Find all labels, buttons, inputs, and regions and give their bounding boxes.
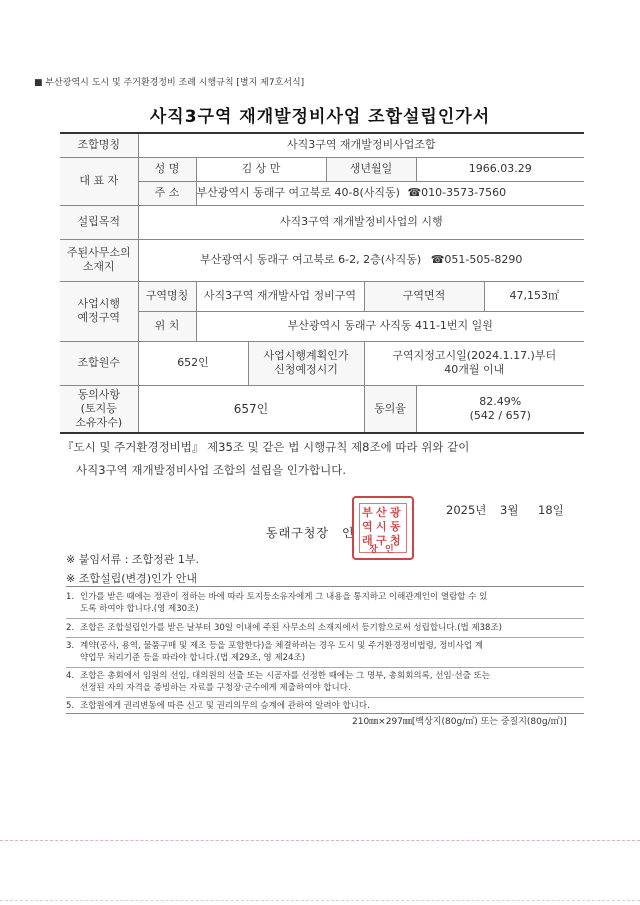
row-members xyxy=(60,341,584,385)
guide-item-number: 1. xyxy=(66,592,75,602)
seal-char: 동 xyxy=(390,520,401,533)
seal-char: 역 xyxy=(362,520,373,533)
guide-divider xyxy=(66,667,584,668)
guide-item-number: 5. xyxy=(66,701,75,711)
plan-value xyxy=(364,341,584,385)
seal-char: 장 xyxy=(369,545,378,555)
address-cell xyxy=(196,181,584,205)
seal-char: 구 xyxy=(376,534,387,547)
consent-rate-value: 82.49% xyxy=(479,394,522,408)
row-representative-name xyxy=(60,157,584,181)
approval-form-table xyxy=(60,132,584,434)
name-label: 성 명 xyxy=(138,157,196,181)
row-representative-address xyxy=(60,181,584,205)
page-edge-line xyxy=(0,900,640,901)
seal-mark-text: 인 xyxy=(342,526,354,540)
office-cell xyxy=(138,239,584,281)
guide-item-3 xyxy=(66,640,483,664)
seal-char: 산 xyxy=(376,506,387,519)
plan-label-line2: 신청예정시기 xyxy=(274,363,338,376)
address-value: 부산광역시 동래구 여고북로 40-8(사직동) xyxy=(196,186,400,199)
address-label: 주 소 xyxy=(138,181,196,205)
guide-item-2 xyxy=(66,622,502,634)
members-value: 652인 xyxy=(138,341,248,385)
zone-area-label: 구역면적 xyxy=(364,281,484,311)
consent-label xyxy=(60,385,138,433)
zone-area-value: 47,153㎡ xyxy=(484,281,584,311)
attachments-note: ※ 붙임서류 : 조합정관 1부. xyxy=(66,553,200,566)
row-purpose xyxy=(60,205,584,239)
guide-divider xyxy=(66,637,584,638)
guide-item-text: 선정된 자의 자격을 증빙하는 자료를 구청장·군수에게 제출하여야 합니다. xyxy=(80,683,351,693)
guide-item-text: 도록 하여야 합니다.(영 제30조) xyxy=(80,604,199,614)
guide-item-text: 인가를 받은 때에는 정관이 정하는 바에 따라 토지등소유자에게 그 내용을 통지하고 이해관계인이 열람할 수 있 xyxy=(80,592,488,602)
consent-label-line2: (토지등 xyxy=(80,401,117,415)
paper-spec: 210㎜×297㎜[백상지(80g/㎡) 또는 중질지(80g/㎡)] xyxy=(352,717,567,727)
document-title: 사직3구역 재개발정비사업 조합설립인가서 xyxy=(149,107,491,127)
guide-item-text: 조합원에게 권리변동에 따른 신고 및 권리의무의 승계에 관하여 알려야 합니다. xyxy=(80,701,370,711)
office-label-line2: 소재지 xyxy=(82,260,115,273)
guide-box xyxy=(66,586,584,714)
body-line-2: 사직3구역 재개발정비사업 조합의 설립을 인가합니다. xyxy=(76,463,346,477)
plan-label xyxy=(248,341,364,385)
plan-value-line2: 40개월 이내 xyxy=(444,363,505,376)
location-label: 위 치 xyxy=(138,311,196,341)
guide-item-4 xyxy=(66,670,490,694)
area-label xyxy=(60,281,138,341)
office-value: 부산광역시 동래구 여고북로 6-2, 2층(사직동) xyxy=(200,253,422,266)
zone-name-value: 사직3구역 재개발사업 정비구역 xyxy=(196,281,364,311)
guide-item-number: 3. xyxy=(66,641,75,651)
body-line-1: 『도시 및 주거환경정비법』 제35조 및 같은 법 시행규칙 제8조에 따라 위와 같이 xyxy=(62,440,470,454)
birth-value: 1966.03.29 xyxy=(416,157,584,181)
guide-item-text: 계약(공사, 용역, 물품구매 및 제조 등을 포함한다)을 체결하려는 경우 도시 및 주거환경정비법령, 정비사업 계 xyxy=(80,641,483,651)
guide-item-number: 2. xyxy=(66,623,75,633)
row-office xyxy=(60,239,584,281)
members-label: 조합원수 xyxy=(60,341,138,385)
seal-char: 시 xyxy=(376,520,387,533)
guide-item-text: 조합은 총회에서 임원의 선임, 대의원의 선출 또는 시공자를 선정한 때에는 그 명부, 총회회의록, 선임·선출 또는 xyxy=(80,671,490,681)
guide-item-1 xyxy=(66,591,487,615)
purpose-value: 사직3구역 재개발정비사업의 시행 xyxy=(138,205,584,239)
seal-char: 래 xyxy=(362,534,373,547)
birth-label: 생년월일 xyxy=(326,157,416,181)
area-label-line1: 사업시행 xyxy=(77,297,120,310)
official-seal xyxy=(352,496,414,560)
row-zone-name xyxy=(60,281,584,311)
purpose-label: 설립목적 xyxy=(60,205,138,239)
seal-char: 부 xyxy=(362,506,373,519)
union-name-label: 조합명칭 xyxy=(60,133,138,157)
name-value: 김 상 만 xyxy=(196,157,326,181)
row-location xyxy=(60,311,584,341)
plan-label-line1: 사업시행계획인가 xyxy=(263,349,349,362)
consent-rate-cell xyxy=(416,385,584,433)
signer-name: 동래구청장 xyxy=(266,526,329,540)
seal-char: 광 xyxy=(390,506,401,519)
area-label-line2: 예정구역 xyxy=(77,311,120,324)
office-label-line1: 주된사무소의 xyxy=(66,246,131,259)
guide-item-number: 4. xyxy=(66,671,75,681)
consent-label-line1: 동의사항 xyxy=(77,387,120,401)
guide-divider xyxy=(66,618,584,619)
row-consent xyxy=(60,385,584,433)
phone-value: ☎010-3573-7560 xyxy=(407,186,507,199)
consent-ratio-value: (542 / 657) xyxy=(469,408,531,422)
guide-title: ※ 조합설립(변경)인가 안내 xyxy=(66,572,198,585)
guide-divider xyxy=(66,697,584,698)
consent-label-line3: 소유자수) xyxy=(75,415,123,429)
location-value: 부산광역시 동래구 사직동 411-1번지 일원 xyxy=(196,311,584,341)
date-year: 2025년 xyxy=(446,503,487,517)
guide-item-5 xyxy=(66,700,370,712)
zone-name-label: 구역명칭 xyxy=(138,281,196,311)
page-edge-line xyxy=(0,840,640,841)
date-month: 3월 xyxy=(500,503,519,517)
office-label xyxy=(60,239,138,281)
plan-value-line1: 구역지정고시일(2024.1.17.)부터 xyxy=(392,349,557,362)
seal-char: 인 xyxy=(385,545,394,555)
form-reference-note: ■ 부산광역시 도시 및 주거환경정비 조례 시행규칙 [별지 제7호서식] xyxy=(34,78,305,88)
consent-rate-label: 동의율 xyxy=(364,385,416,433)
guide-item-text: 조합은 조합설립인가를 받은 날부터 30일 이내에 주된 사무소의 소재지에서 등기함으로써 성립합니다.(법 제38조) xyxy=(80,623,502,633)
union-name-value: 사직3구역 재개발정비사업조합 xyxy=(138,133,584,157)
representative-label: 대 표 자 xyxy=(60,157,138,205)
row-union-name xyxy=(60,133,584,157)
consent-count-value: 657인 xyxy=(138,385,364,433)
date-day: 18일 xyxy=(538,503,564,517)
office-phone-value: ☎051-505-8290 xyxy=(430,253,523,266)
guide-item-text: 약업무 처리기준 등을 따라야 합니다.(법 제29조, 영 제24조) xyxy=(80,653,306,663)
seal-char: 청 xyxy=(390,534,401,547)
